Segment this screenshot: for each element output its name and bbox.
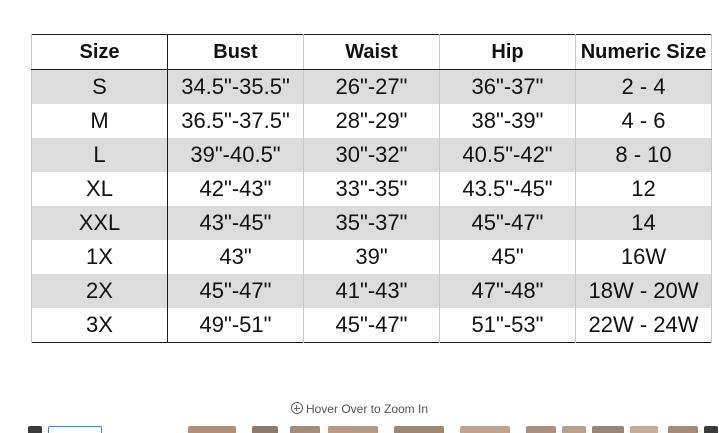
table-row (32, 206, 712, 240)
thumbnail[interactable] (704, 426, 718, 433)
zoom-hint (0, 402, 719, 416)
thumbnail[interactable] (28, 426, 42, 433)
size-chart-table (31, 34, 712, 343)
thumbnail[interactable] (630, 426, 658, 433)
cell-waist: 33"-35" (304, 172, 440, 206)
cell-hip: 36"-37" (440, 70, 576, 105)
cell-hip: 40.5"-42" (440, 138, 576, 172)
cell-waist: 39" (304, 240, 440, 274)
cell-numeric-size: 4 - 6 (576, 104, 712, 138)
cell-waist: 26"-27" (304, 70, 440, 105)
cell-waist: 45"-47" (304, 308, 440, 343)
cell-bust: 34.5"-35.5" (168, 70, 304, 105)
cell-hip: 47"-48" (440, 274, 576, 308)
cell-bust: 43" (168, 240, 304, 274)
cell-numeric-size: 2 - 4 (576, 70, 712, 105)
thumbnail[interactable] (188, 426, 236, 433)
table-row (32, 138, 712, 172)
cell-hip: 45"-47" (440, 206, 576, 240)
table-row (32, 240, 712, 274)
thumbnail-strip (0, 426, 719, 433)
cell-size: XXL (32, 206, 168, 240)
thumbnail[interactable] (526, 426, 556, 433)
thumbnail[interactable] (116, 426, 172, 433)
cell-bust: 36.5"-37.5" (168, 104, 304, 138)
cell-waist: 35"-37" (304, 206, 440, 240)
thumbnail[interactable] (394, 426, 444, 433)
table-row (32, 70, 712, 105)
cell-waist: 28"-29" (304, 104, 440, 138)
zoom-hint-label: Hover Over to Zoom In (305, 402, 429, 416)
header-hip: Hip (440, 35, 576, 70)
cell-numeric-size: 14 (576, 206, 712, 240)
cell-numeric-size: 22W - 24W (576, 308, 712, 343)
thumbnail[interactable] (48, 426, 102, 433)
cell-numeric-size: 18W - 20W (576, 274, 712, 308)
cell-hip: 43.5"-45" (440, 172, 576, 206)
cell-bust: 43"-45" (168, 206, 304, 240)
thumbnail[interactable] (460, 426, 510, 433)
table-row (32, 308, 712, 343)
table-row (32, 274, 712, 308)
header-waist: Waist (304, 35, 440, 70)
table-row (32, 172, 712, 206)
cell-numeric-size: 12 (576, 172, 712, 206)
cell-waist: 30"-32" (304, 138, 440, 172)
thumbnail[interactable] (328, 426, 378, 433)
thumbnail[interactable] (290, 426, 320, 433)
thumbnail[interactable] (562, 426, 586, 433)
cell-size: 1X (32, 240, 168, 274)
cell-bust: 42"-43" (168, 172, 304, 206)
cell-hip: 45" (440, 240, 576, 274)
cell-hip: 51"-53" (440, 308, 576, 343)
cell-numeric-size: 16W (576, 240, 712, 274)
cell-hip: 38"-39" (440, 104, 576, 138)
header-numeric-size: Numeric Size (576, 35, 712, 70)
cell-size: 2X (32, 274, 168, 308)
cell-bust: 45"-47" (168, 274, 304, 308)
cell-size: XL (32, 172, 168, 206)
cell-bust: 49"-51" (168, 308, 304, 343)
cell-bust: 39"-40.5" (168, 138, 304, 172)
cell-waist: 41"-43" (304, 274, 440, 308)
zoom-in-icon (291, 402, 303, 414)
cell-size: S (32, 70, 168, 105)
thumbnail[interactable] (668, 426, 698, 433)
table-row (32, 104, 712, 138)
cell-size: L (32, 138, 168, 172)
header-bust: Bust (168, 35, 304, 70)
cell-size: 3X (32, 308, 168, 343)
thumbnail[interactable] (592, 426, 624, 433)
size-chart-header-row (32, 35, 712, 70)
cell-size: M (32, 104, 168, 138)
header-size: Size (32, 35, 168, 70)
thumbnail[interactable] (252, 426, 278, 433)
cell-numeric-size: 8 - 10 (576, 138, 712, 172)
